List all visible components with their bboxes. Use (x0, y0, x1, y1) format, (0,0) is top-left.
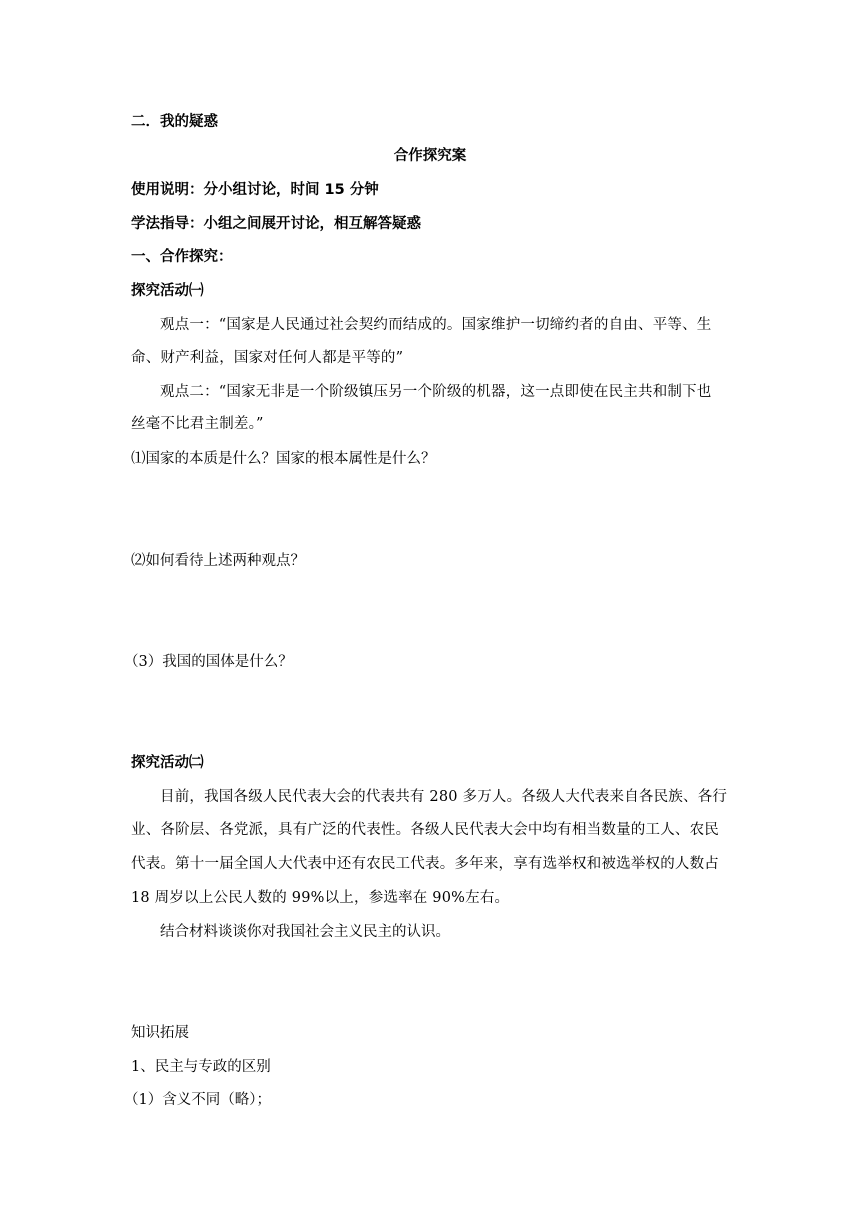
view-one-line-2: 命、财产利益，国家对任何人都是平等的” (131, 350, 404, 366)
material-line-3: 代表。第十一届全国人大代表中还有农民工代表。多年来，享有选举权和被选举权的人数占 (131, 856, 719, 872)
extension-item-1: 1、民主与专政的区别 (131, 1059, 271, 1075)
extension-heading: 知识拓展 (131, 1025, 189, 1041)
method-guidance: 学法指导：小组之间展开讨论，相互解答疑惑 (131, 216, 421, 232)
page-title: 合作探究案 (393, 148, 467, 164)
section-cooperative-inquiry: 一、合作探究： (131, 249, 233, 265)
view-one-line-1: 观点一：“国家是人民通过社会契约而结成的。国家维护一切缔约者的自由、平等、生 (160, 317, 712, 333)
question-one: ⑴国家的本质是什么？国家的根本属性是什么？ (131, 451, 436, 467)
view-two-line-1: 观点二：“国家无非是一个阶级镇压另一个阶级的机器，这一点即使在民主共和制下也 (160, 384, 712, 400)
extension-item-1-sub-1: （1）含义不同（略）； (124, 1092, 271, 1108)
material-line-1: 目前，我国各级人民代表大会的代表共有 280 多万人。各级人大代表来自各民族、各行 (160, 789, 728, 805)
view-two-line-2: 丝毫不比君主制差。” (131, 416, 264, 432)
activity-two-heading: 探究活动㈡ (131, 755, 204, 771)
activity-one-heading: 探究活动㈠ (131, 283, 204, 299)
material-line-2: 业、各阶层、各党派，具有广泛的代表性。各级人民代表大会中均有相当数量的工人、农民 (131, 822, 719, 838)
usage-instructions: 使用说明：分小组讨论，时间 15 分钟 (131, 182, 379, 198)
question-two: ⑵如何看待上述两种观点？ (131, 553, 305, 569)
question-three: （3）我国的国体是什么？ (124, 654, 293, 670)
task-prompt: 结合材料谈谈你对我国社会主义民主的认识。 (160, 924, 450, 940)
heading-my-doubts: 二．我的疑惑 (131, 114, 218, 130)
material-line-4: 18 周岁以上公民人数的 99%以上，参选率在 90%左右。 (131, 890, 510, 906)
